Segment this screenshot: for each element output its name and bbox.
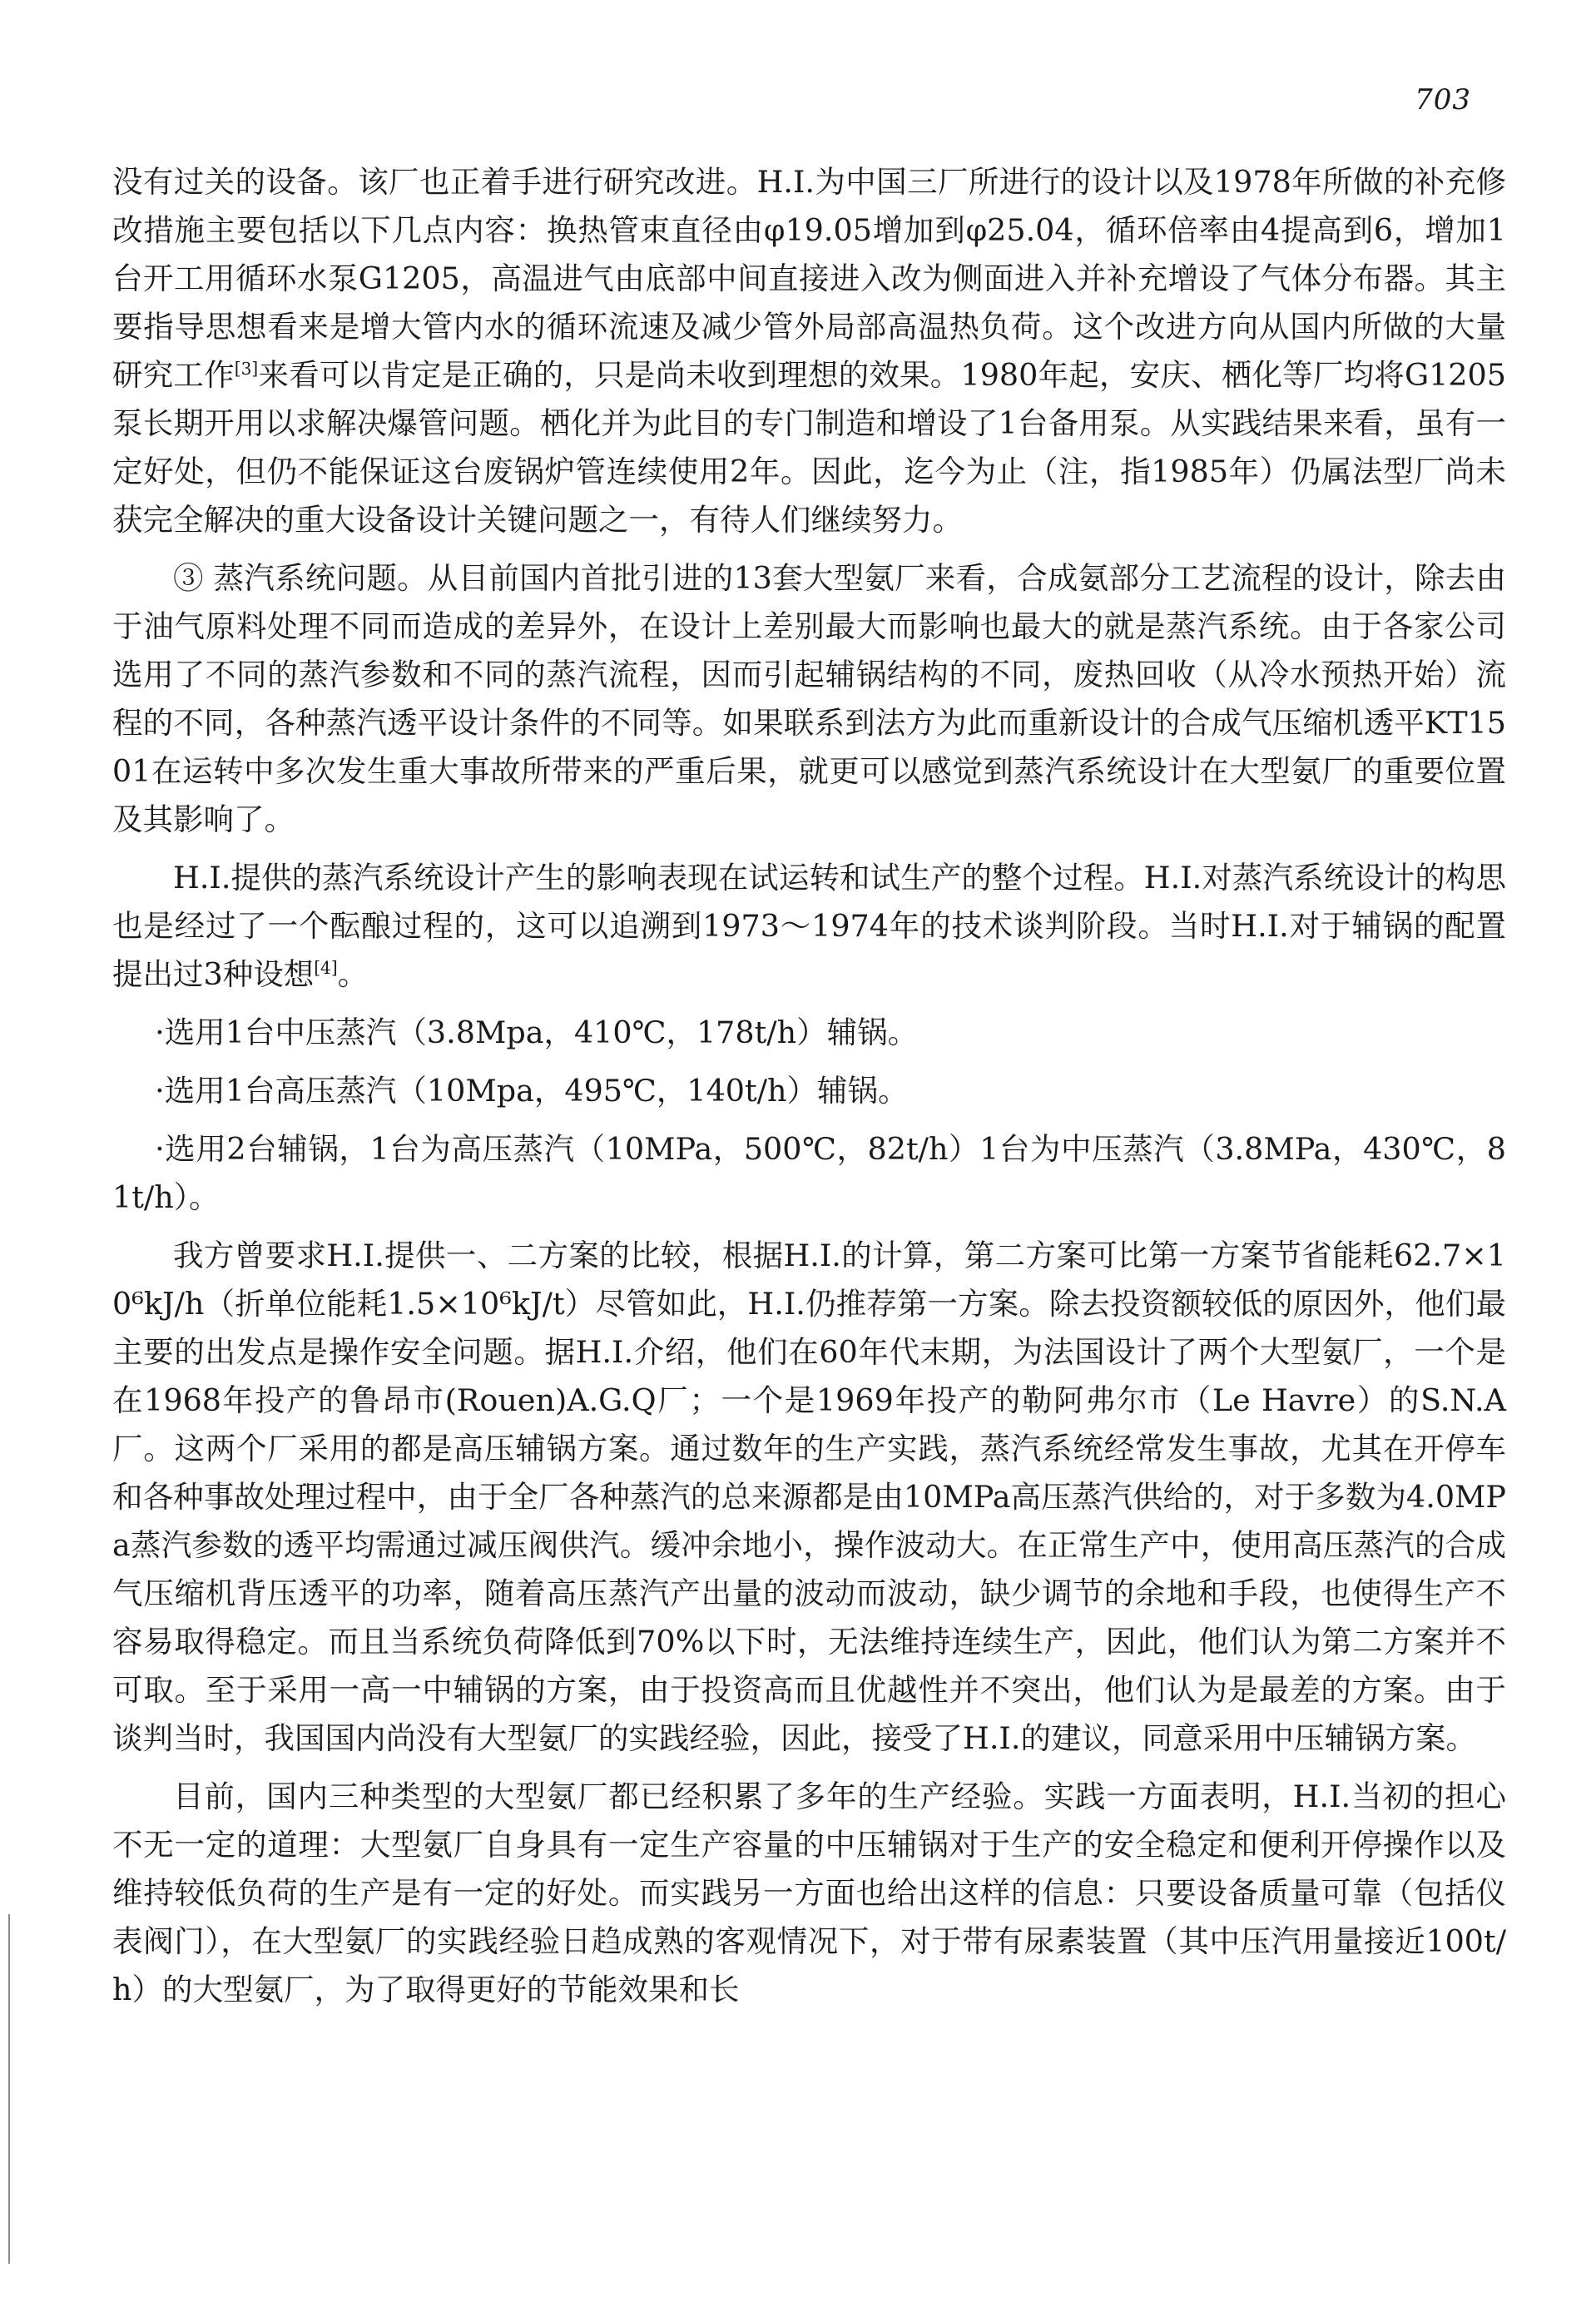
- bullet-item: [112, 1067, 1506, 1115]
- text-run: 。: [337, 956, 369, 992]
- citation-ref: [3]: [234, 358, 259, 379]
- text-run: ·选用1台中压蒸汽（3.8Mpa，410℃，178t/h）辅锅。: [155, 1015, 919, 1050]
- text-run: ·选用1台高压蒸汽（10Mpa，495℃，140t/h）辅锅。: [155, 1073, 909, 1109]
- text-run: 我方曾要求H.I.提供一、二方案的比较，根据H.I.的计算，第二方案可比第一方案节省能耗62.7×10⁶kJ/h（折单位能耗1.5×10⁶kJ/t）尽管如此，H.I.仍推荐第一方案。除去投资额较低的原因外，他们最主要的出发点是操作安全问题。据H.I.介绍，他们在60年代末期，为法国设计了两个大型氨厂，一个是在1968年投产的鲁昂市(Rouen)A.G.Q厂；一个是1969年投产的勒阿弗尔市（Le Havre）的S.N.A厂。这两个厂采用的都是高压辅锅方案。通过数年的生产实践，蒸汽系统经常发生事故，尤其在开停车和各种事故处理过程中，由于全厂各种蒸汽的总来源都是由10MPa高压蒸汽供给的，对于多数为4.0MPa蒸汽参数的透平均需通过减压阀供汽。缓冲余地小，操作波动大。在正常生产中，使用高压蒸汽的合成气压缩机背压透平的功率，随着高压蒸汽产出量的波动而波动，缺少调节的余地和手段，也使得生产不容易取得稳定。而且当系统负荷降低到70%以下时，无法维持连续生产，因此，他们认为第二方案并不可取。至于采用一高一中辅锅的方案，由于投资高而且优越性并不突出，他们认为是最差的方案。由于谈判当时，我国国内尚没有大型氨厂的实践经验，因此，接受了H.I.的建议，同意采用中压辅锅方案。: [112, 1238, 1506, 1756]
- paragraph: [112, 554, 1506, 844]
- bullet-item: [112, 1125, 1506, 1222]
- paragraph: [112, 854, 1506, 999]
- bullet-item: [112, 1009, 1506, 1057]
- paragraph: [112, 1773, 1506, 2014]
- page-number: 703: [1415, 83, 1471, 117]
- paragraph: [112, 158, 1506, 544]
- text-run: ·选用2台辅锅，1台为高压蒸汽（10MPa，500℃，82t/h）1台为中压蒸汽（3.8MPa，430℃，81t/h）。: [112, 1131, 1506, 1215]
- binding-gutter-mark: [8, 1914, 10, 2264]
- body-text: [112, 158, 1506, 2024]
- paragraph: [112, 1232, 1506, 1763]
- text-run: H.I.提供的蒸汽系统设计产生的影响表现在试运转和试生产的整个过程。H.I.对蒸汽系统设计的构思也是经过了一个酝酿过程的，这可以追溯到1973～1974年的技术谈判阶段。当时H.I.对于辅锅的配置提出过3种设想: [112, 860, 1506, 992]
- text-run: 没有过关的设备。该厂也正着手进行研究改进。H.I.为中国三厂所进行的设计以及1978年所做的补充修改措施主要包括以下几点内容：换热管束直径由φ19.05增加到φ25.04，循环倍率由4提高到6，增加1台开工用循环水泵G1205，高温进气由底部中间直接进入改为侧面进入并补充增设了气体分布器。其主要指导思想看来是增大管内水的循环流速及减少管外局部高温热负荷。这个改进方向从国内所做的大量研究工作: [112, 164, 1506, 393]
- citation-ref: [4]: [314, 957, 338, 978]
- text-run: ③ 蒸汽系统问题。从目前国内首批引进的13套大型氨厂来看，合成氨部分工艺流程的设计，除去由于油气原料处理不同而造成的差异外，在设计上差别最大而影响也最大的就是蒸汽系统。由于各家公司选用了不同的蒸汽参数和不同的蒸汽流程，因而引起辅锅结构的不同，废热回收（从冷水预热开始）流程的不同，各种蒸汽透平设计条件的不同等。如果联系到法方为此而重新设计的合成气压缩机透平KT1501在运转中多次发生重大事故所带来的严重后果，就更可以感觉到蒸汽系统设计在大型氨厂的重要位置及其影响了。: [112, 560, 1506, 837]
- text-run: 目前，国内三种类型的大型氨厂都已经积累了多年的生产经验。实践一方面表明，H.I.当初的担心不无一定的道理：大型氨厂自身具有一定生产容量的中压辅锅对于生产的安全稳定和便利开停操作以及维持较低负荷的生产是有一定的好处。而实践另一方面也给出这样的信息：只要设备质量可靠（包括仪表阀门），在大型氨厂的实践经验日趋成熟的客观情况下，对于带有尿素装置（其中压汽用量接近100t/h）的大型氨厂，为了取得更好的节能效果和长: [112, 1779, 1506, 2007]
- text-run: 来看可以肯定是正确的，只是尚未收到理想的效果。1980年起，安庆、栖化等厂均将G1205泵长期开用以求解决爆管问题。栖化并为此目的专门制造和增设了1台备用泵。从实践结果来看，虽有一定好处，但仍不能保证这台废锅炉管连续使用2年。因此，迄今为止（注，指1985年）仍属法型厂尚未获完全解决的重大设备设计关键问题之一，有待人们继续努力。: [112, 357, 1507, 538]
